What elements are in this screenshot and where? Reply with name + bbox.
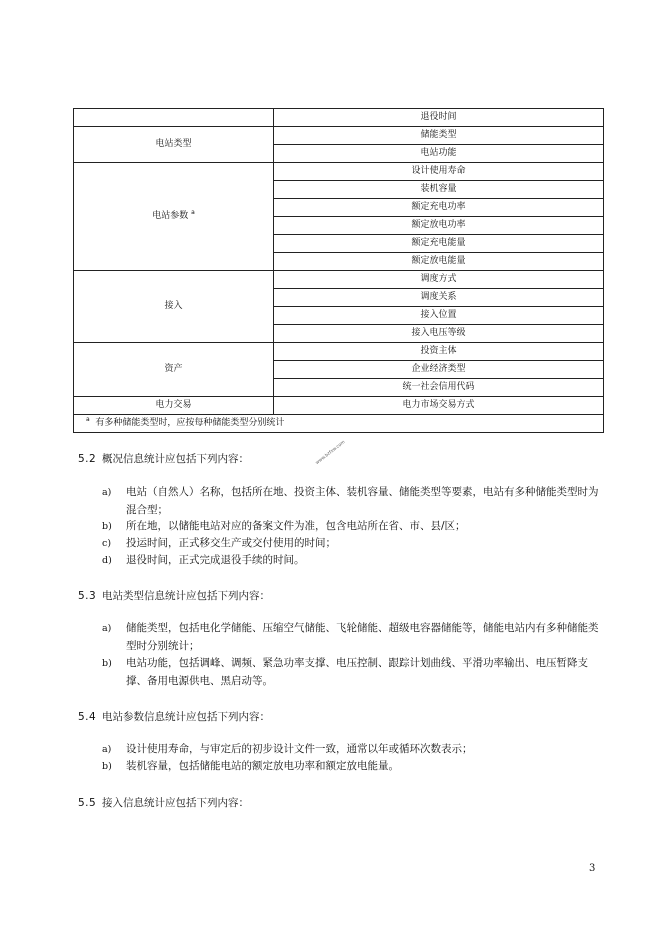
table-cell-group bbox=[74, 163, 274, 271]
station-info-table bbox=[73, 108, 604, 433]
table-cell-item: 调度方式 bbox=[274, 271, 604, 289]
section-number: 5.3 bbox=[78, 590, 97, 602]
list-text: 所在地，以储能电站对应的备案文件为准，包含电站所在省、市、县/区； bbox=[126, 520, 466, 532]
table-cell-group: 电站类型 bbox=[74, 127, 274, 163]
table-cell-item: 电力市场交易方式 bbox=[274, 397, 604, 415]
table-cell-item: 额定放电能量 bbox=[274, 253, 604, 271]
list-label: a) bbox=[102, 623, 112, 634]
table-row bbox=[74, 127, 604, 145]
list-item bbox=[102, 758, 606, 776]
table-cell-item: 调度关系 bbox=[274, 289, 604, 307]
table-cell-item: 额定充电功率 bbox=[274, 199, 604, 217]
section-title: 接入信息统计应包括下列内容： bbox=[102, 797, 249, 809]
section-number: 5.4 bbox=[78, 711, 97, 723]
list-text: 退役时间，正式完成退役手续的时间。 bbox=[126, 554, 305, 566]
list-item bbox=[102, 620, 606, 655]
table-row bbox=[74, 109, 604, 127]
section-heading-5-2 bbox=[78, 451, 249, 466]
section-heading-5-3 bbox=[78, 588, 270, 603]
list-item bbox=[102, 552, 606, 570]
table-footnote bbox=[74, 415, 604, 433]
table-cell-item: 投资主体 bbox=[274, 343, 604, 361]
table-cell-item: 电站功能 bbox=[274, 145, 604, 163]
list-item bbox=[102, 655, 606, 690]
list-text: 电站功能，包括调峰、调频、紧急功率支撑、电压控制、跟踪计划曲线、平滑功率输出、电压暂降支撑、备用电源供电、黑启动等。 bbox=[126, 657, 588, 687]
list-item bbox=[102, 741, 606, 759]
list-item bbox=[102, 484, 606, 519]
table-cell-item: 额定充电能量 bbox=[274, 235, 604, 253]
list-item bbox=[102, 518, 606, 536]
group-label: 电站参数 bbox=[152, 211, 189, 221]
list-label: b) bbox=[102, 761, 112, 772]
table-cell-item: 企业经济类型 bbox=[274, 361, 604, 379]
table-cell-item: 装机容量 bbox=[274, 181, 604, 199]
list-label: b) bbox=[102, 521, 112, 532]
list-text: 储能类型，包括电化学储能、压缩空气储能、飞轮储能、超级电容器储能等，储能电站内有多种储能类型时分别统计； bbox=[126, 622, 599, 652]
list-item bbox=[102, 535, 606, 553]
list-text: 电站（自然人）名称，包括所在地、投资主体、装机容量、储能类型等要素，电站有多种储能类型时为混合型； bbox=[126, 486, 599, 516]
table-cell-item: 接入位置 bbox=[274, 307, 604, 325]
table-row bbox=[74, 271, 604, 289]
table-cell-group: 电力交易 bbox=[74, 397, 274, 415]
table-row bbox=[74, 163, 604, 181]
list-label: a) bbox=[102, 487, 112, 498]
footnote-text: 有多种储能类型时，应按每种储能类型分别统计 bbox=[95, 418, 285, 428]
list-label: d) bbox=[102, 555, 112, 566]
table-cell-item: 设计使用寿命 bbox=[274, 163, 604, 181]
table-footnote-row bbox=[74, 415, 604, 433]
list-text: 装机容量，包括储能电站的额定放电功率和额定放电能量。 bbox=[126, 760, 399, 772]
table-row bbox=[74, 343, 604, 361]
section-number: 5.5 bbox=[78, 797, 97, 809]
table-cell-group: 资产 bbox=[74, 343, 274, 397]
table-cell-item: 储能类型 bbox=[274, 127, 604, 145]
table-row bbox=[74, 397, 604, 415]
section-title: 概况信息统计应包括下列内容： bbox=[102, 453, 249, 465]
section-title: 电站类型信息统计应包括下列内容： bbox=[102, 590, 270, 602]
section-heading-5-4 bbox=[78, 709, 270, 724]
watermark: www.bzfxw.com bbox=[315, 439, 347, 466]
list-label: a) bbox=[102, 744, 112, 755]
section-heading-5-5 bbox=[78, 795, 249, 810]
section-number: 5.2 bbox=[78, 453, 97, 465]
table-cell-item: 退役时间 bbox=[274, 109, 604, 127]
list-label: b) bbox=[102, 658, 112, 669]
footnote-marker: a bbox=[86, 416, 90, 423]
section-title: 电站参数信息统计应包括下列内容： bbox=[102, 711, 270, 723]
table-cell-group: 接入 bbox=[74, 271, 274, 343]
list-label: c) bbox=[102, 538, 112, 549]
table-cell-item: 额定放电功率 bbox=[274, 217, 604, 235]
table-cell-item: 接入电压等级 bbox=[274, 325, 604, 343]
table-cell-group bbox=[74, 109, 274, 127]
list-text: 投运时间，正式移交生产或交付使用的时间； bbox=[126, 537, 336, 549]
table-cell-item: 统一社会信用代码 bbox=[274, 379, 604, 397]
page-number: 3 bbox=[589, 863, 596, 874]
list-text: 设计使用寿命，与审定后的初步设计文件一致，通常以年或循环次数表示； bbox=[126, 743, 473, 755]
footnote-ref: a bbox=[191, 209, 195, 216]
